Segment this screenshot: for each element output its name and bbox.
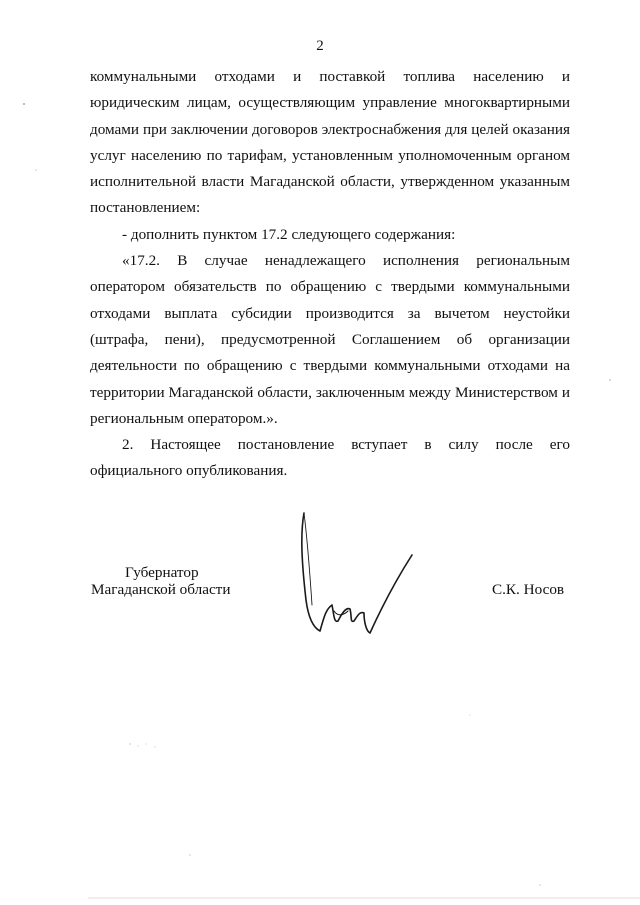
signatory-title-line1: Губернатор	[125, 564, 199, 581]
page-number: 2	[316, 38, 324, 54]
paragraph-continuation: коммунальными отходами и поставкой топлива населению и юридическим лицам, осуществляющим управление многоквартирными домами при заключении договоров электроснабжения для целей оказания услуг населению по тарифам, установленным уполномоченным органом исполнительной власти Магаданской области, утвержденном указанным постановлением:	[90, 68, 570, 217]
signatory-title-line2: Магаданской области	[91, 581, 231, 598]
signatory-name: С.К. Носов	[492, 581, 565, 598]
handwritten-signature	[290, 505, 420, 640]
paragraph-effective-date: 2. Настоящее постановление вступает в силу после его официального опубликования.	[90, 436, 570, 480]
paragraph-amendment-intro: - дополнить пунктом 17.2 следующего содержания:	[122, 225, 456, 243]
paragraph-clause-17-2: «17.2. В случае ненадлежащего исполнения региональным оператором обязательств по обращению с твердыми коммунальными отходами выплата субсидии производится за вычетом неустойки (штрафа, пени), предусмотренной Соглашением об организации деятельности по обращению с твердыми коммунальными отходами на территории Магаданской области, заключенным между Министерством и региональным оператором.».	[90, 252, 570, 427]
